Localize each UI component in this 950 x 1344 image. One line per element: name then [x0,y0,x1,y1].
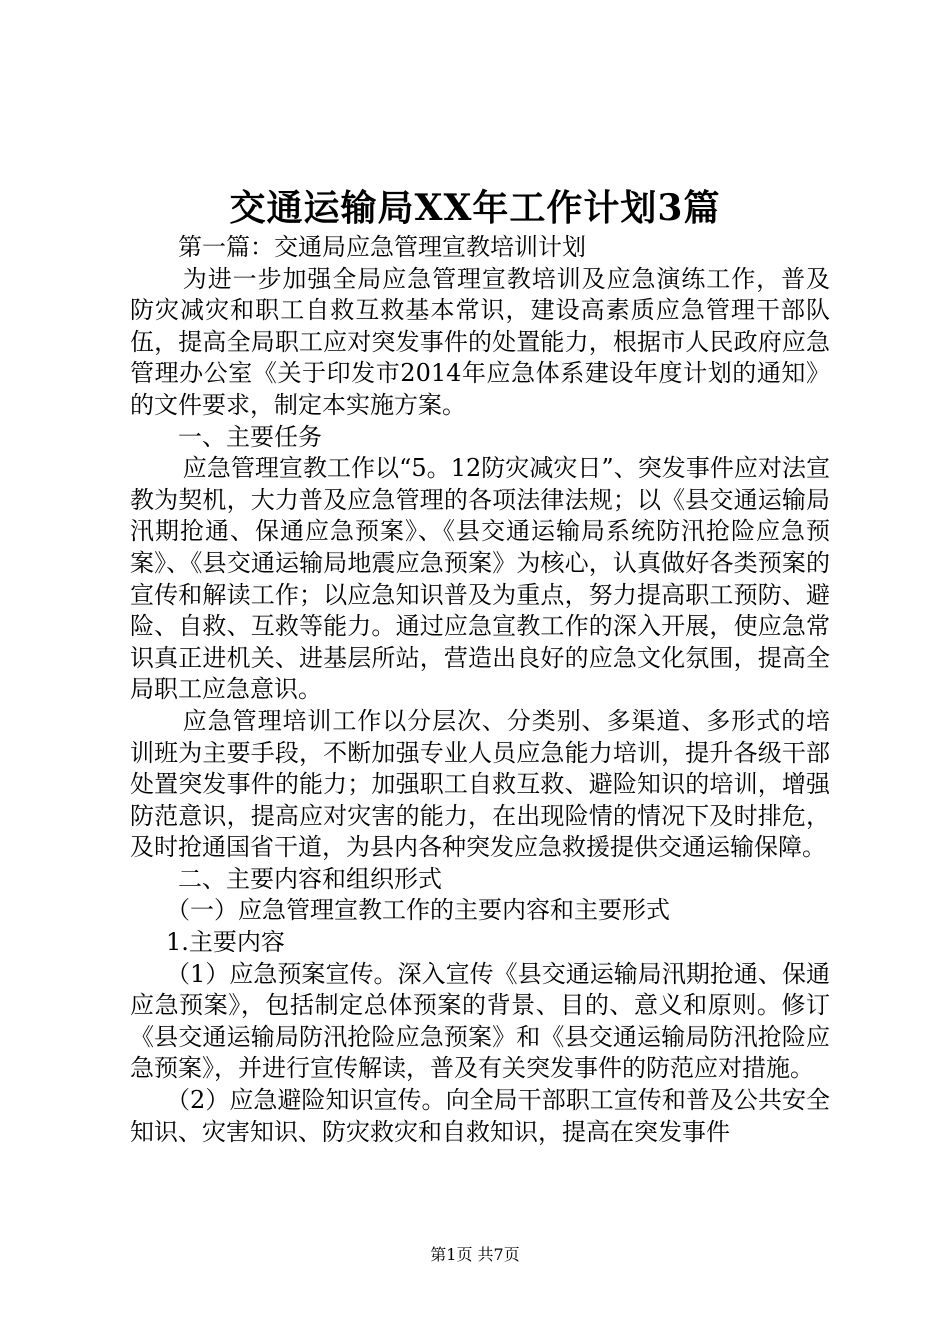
document-title: 交通运输局XX年工作计划3篇 [229,187,721,229]
section-heading: 一、主要任务 [178,422,322,451]
document-body [130,232,830,1148]
page-footer: 第1页 共7页 [430,1245,520,1264]
body-paragraph: 应急管理培训工作以分层次、分类别、多渠道、多形式的培训班为主要手段，不断加强专业人员应急能力培训，提升各级干部处置突发事件的能力；加强职工自救互救、避险知识的培训，增强防范意识，提高应对灾害的能力，在出现险情的情况下及时排危，及时抢通国省干道，为县内各种突发应急救援提供交通运输保障。 [130,706,830,862]
body-paragraph: （2）应急避险知识宣传。向全局干部职工宣传和普及公共安全知识、灾害知识、防灾救灾和自救知识，提高在突发事件 [130,1086,830,1146]
section-heading: 二、主要内容和组织形式 [178,864,442,893]
body-paragraph: 应急管理宣教工作以“5。12防灾减灾日”、突发事件应对法宣教为契机，大力普及应急管理的各项法律法规；以《县交通运输局汛期抢通、保通应急预案》、《县交通运输局系统防汛抢险应急预案》、《县交通运输局地震应急预案》为核心，认真做好各类预案的宣传和解读工作；以应急知识普及为重点，努力提高职工预防、避险、自救、互救等能力。通过应急宣教工作的深入开展，使应急常识真正进机关、进基层所站，营造出良好的应急文化氛围，提高全局职工应急意识。 [130,454,830,704]
subsection-heading: （一）应急管理宣教工作的主要内容和主要形式 [166,896,670,925]
section-heading: 第一篇：交通局应急管理宣教培训计划 [178,233,586,261]
subsection-heading: 1.主要内容 [166,928,285,957]
body-paragraph: 为进一步加强全局应急管理宣教培训及应急演练工作，普及防灾减灾和职工自救互救基本常识，建设高素质应急管理干部队伍，提高全局职工应对突发事件的处置能力，根据市人民政府应急管理办公室《关于印发市2014年应急体系建设年度计划的通知》的文件要求，制定本实施方案。 [130,264,830,419]
body-paragraph: （1）应急预案宣传。深入宣传《县交通运输局汛期抢通、保通应急预案》，包括制定总体预案的背景、目的、意义和原则。修订《县交通运输局防汛抢险应急预案》和《县交通运输局防汛抢险应急预案》，并进行宣传解读，普及有关突发事件的防范应对措施。 [130,959,830,1083]
